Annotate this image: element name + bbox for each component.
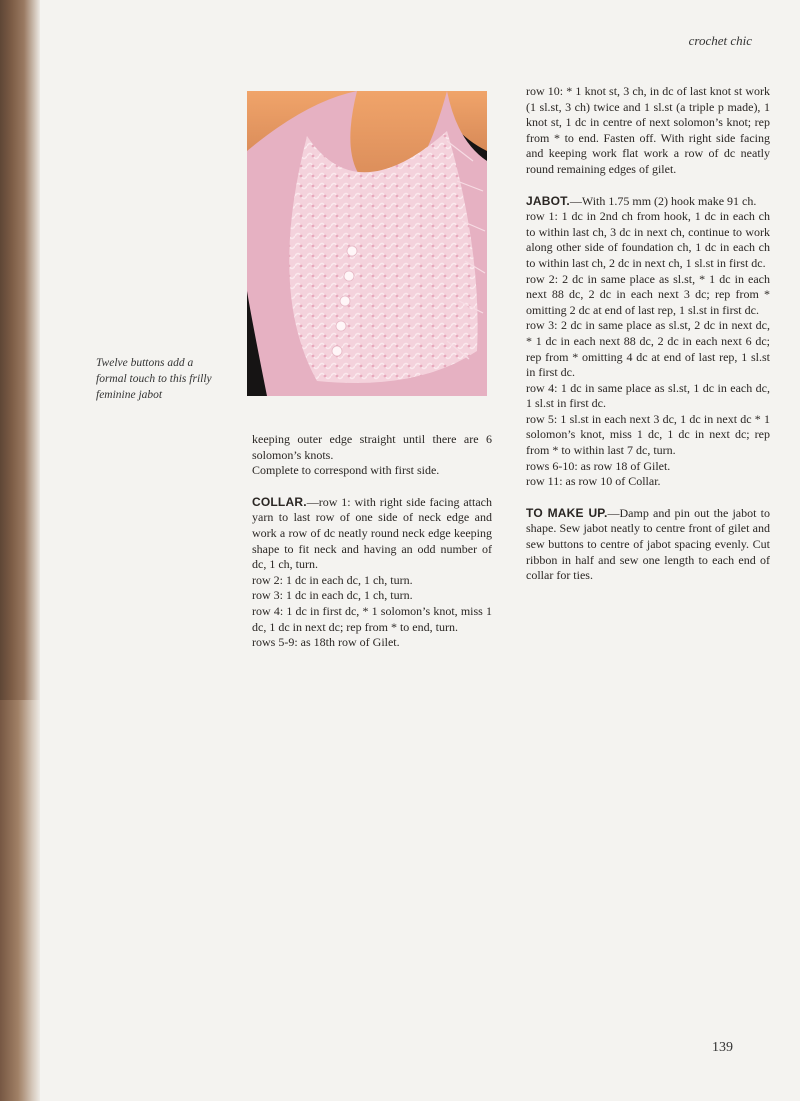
make-up-section bbox=[526, 506, 770, 584]
jabot-photo-image bbox=[247, 91, 487, 396]
instruction-row: rows 6-10: as row 18 of Gilet. bbox=[526, 458, 671, 473]
instruction-row: row 1: 1 dc in 2nd ch from hook, 1 dc in each ch to within last ch, 3 dc in next ch, continue to work along other side of foundation ch, 1 dc in each ch to within last ch, 2 dc in next ch, 1 sl.st in first dc. bbox=[526, 209, 770, 270]
page-number: 139 bbox=[712, 1040, 733, 1055]
make-up-heading: TO MAKE UP. bbox=[526, 505, 608, 520]
instruction-row: row 10: * 1 knot st, 3 ch, in dc of last knot st work (1 sl.st, 3 ch) twice and 1 sl.st (a triple p made), 1 knot st, 1 dc in centre of next solomon’s knot; rep from * to end. Fasten off. With right side facing and keeping work flat work a row of dc neatly round remaining edges of gilet. bbox=[526, 84, 770, 176]
jabot-heading: JABOT. bbox=[526, 193, 570, 208]
instruction-row: row 3: 2 dc in same place as sl.st, 2 dc in next dc, * 1 dc in each next 88 dc, 2 dc in each next 6 dc; rep from * omitting 4 dc at end of last rep, 1 sl.st in first dc. bbox=[526, 318, 770, 380]
instruction-row: row 3: 1 dc in each dc, 1 ch, turn. bbox=[252, 588, 413, 603]
running-header: crochet chic bbox=[688, 33, 752, 48]
collar-section bbox=[252, 495, 492, 573]
collar-heading: COLLAR. bbox=[252, 494, 307, 509]
book-page bbox=[40, 0, 800, 1101]
instruction-row: rows 5-9: as 18th row of Gilet. bbox=[252, 635, 400, 650]
instruction-row: row 2: 1 dc in each dc, 1 ch, turn. bbox=[252, 572, 413, 587]
book-spine-shadow-lower bbox=[0, 700, 40, 1101]
jabot-intro: —With 1.75 mm (2) hook make 91 ch. bbox=[569, 193, 757, 208]
instruction-row: row 2: 2 dc in same place as sl.st, * 1 dc in each next 88 dc, 2 dc in each next 3 dc; rep from * omitting 2 dc at end of last rep, 1 sl.st in first dc. bbox=[526, 271, 770, 317]
instruction-row: row 4: 1 dc in first dc, * 1 solomon’s knot, miss 1 dc, 1 dc in next dc; rep from * to end, turn. bbox=[252, 603, 492, 634]
paragraph: keeping outer edge straight until there are 6 solomon’s knots. bbox=[252, 432, 492, 462]
instruction-row: row 4: 1 dc in same place as sl.st, 1 dc in each dc, 1 sl.st in first dc. bbox=[526, 380, 770, 411]
instruction-row: row 11: as row 10 of Collar. bbox=[526, 474, 661, 489]
instruction-row: row 5: 1 sl.st in each next 3 dc, 1 dc in next dc * 1 solomon’s knot, miss 1 dc, 1 dc in next dc; rep from * to within last 7 dc, turn. bbox=[526, 411, 770, 458]
photo-caption: Twelve buttons add a formal touch to this frilly feminine jabot bbox=[96, 357, 212, 401]
jabot-section bbox=[526, 194, 770, 210]
collar-intro: —row 1: with right side facing attach yarn to last row of one side of neck edge and work a row of dc neatly round neck edge keeping shape to fit neck and having an odd number of dc, 1 ch, turn. bbox=[252, 494, 492, 572]
right-text-column bbox=[526, 84, 770, 584]
make-up-text: —Damp and pin out the jabot to shape. Sew jabot neatly to centre front of gilet and sew buttons to centre of jabot spacing evenly. Cut ribbon in half and sew one length to each end of collar for ties. bbox=[526, 505, 770, 583]
jabot-photo bbox=[247, 91, 487, 396]
left-text-column bbox=[252, 432, 492, 651]
paragraph: Complete to correspond with first side. bbox=[252, 463, 440, 478]
